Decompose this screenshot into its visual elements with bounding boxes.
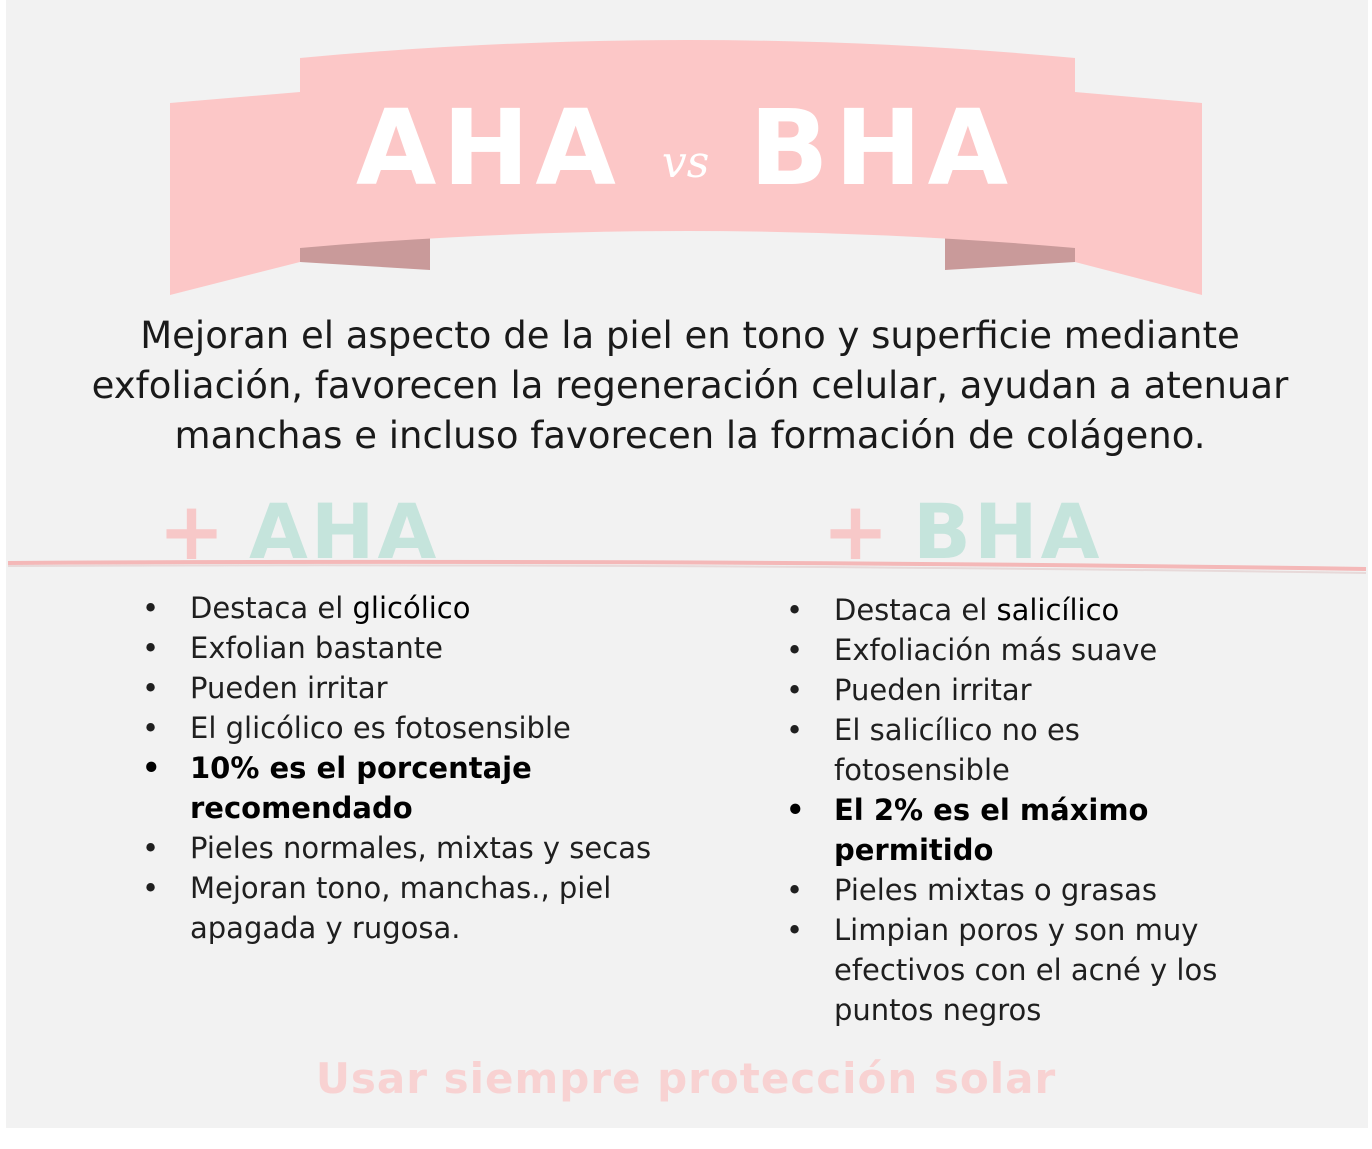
intro-line-1: Mejoran el aspecto de la piel en tono y superficie mediante (140, 314, 1240, 357)
intro-line-2: exfoliación, favorecen la regeneración celular, ayudan a atenuar (91, 364, 1289, 407)
section-divider (0, 555, 1372, 577)
bullet-icon: • (786, 673, 804, 707)
aha-list (142, 588, 662, 948)
list-item: • Pieles normales, mixtas y secas (142, 828, 662, 868)
bullet-icon: • (142, 871, 160, 905)
bha-list (786, 590, 1246, 1030)
bullet-icon: • (142, 671, 160, 705)
bullet-icon: • (786, 713, 804, 747)
list-item: • Destaca el salicílico (786, 590, 1246, 630)
aha-heading-text: AHA (249, 487, 440, 576)
title-bha: BHA (749, 87, 1015, 209)
bullet-icon: • (142, 831, 160, 865)
list-item: • El 2% es el máximo permitido (786, 790, 1164, 870)
bullet-icon: • (786, 593, 804, 627)
intro-text (60, 311, 1320, 461)
list-item: • 10% es el porcentaje recomendado (142, 748, 570, 828)
list-item: • Limpian poros y son muy efectivos con el acné y los puntos negros (786, 910, 1264, 1030)
bullet-icon: • (142, 591, 160, 625)
list-item: • El glicólico es fotosensible (142, 708, 662, 748)
list-item: • Pueden irritar (786, 670, 1246, 710)
list-item: • Exfolian bastante (142, 628, 662, 668)
bullet-icon: • (786, 793, 805, 827)
intro-line-3: manchas e incluso favorecen la formación de colágeno. (174, 414, 1206, 457)
bullet-icon: • (786, 633, 804, 667)
list-item: • El salicílico no es fotosensible (786, 710, 1134, 790)
title-aha: AHA (355, 87, 622, 209)
list-item: • Mejoran tono, manchas., piel apagada y rugosa. (142, 868, 630, 948)
title-vs: vs (661, 137, 710, 188)
bha-plus-icon: + (822, 485, 890, 578)
list-item: • Destaca el glicólico (142, 588, 662, 628)
highlight-term: glicólico (352, 591, 471, 625)
bullet-icon: • (142, 711, 160, 745)
bullet-icon: • (786, 873, 804, 907)
list-item: • Pueden irritar (142, 668, 662, 708)
highlight-term: salicílico (996, 593, 1120, 627)
list-item: • Pieles mixtas o grasas (786, 870, 1246, 910)
bullet-icon: • (142, 751, 161, 785)
banner-title (170, 88, 1200, 208)
bha-heading-text: BHA (913, 487, 1103, 576)
bullet-icon: • (142, 631, 160, 665)
footer-note: Usar siempre protección solar (315, 1054, 1057, 1103)
bullet-icon: • (786, 913, 804, 947)
list-item: • Exfoliación más suave (786, 630, 1246, 670)
aha-plus-icon: + (158, 485, 226, 578)
